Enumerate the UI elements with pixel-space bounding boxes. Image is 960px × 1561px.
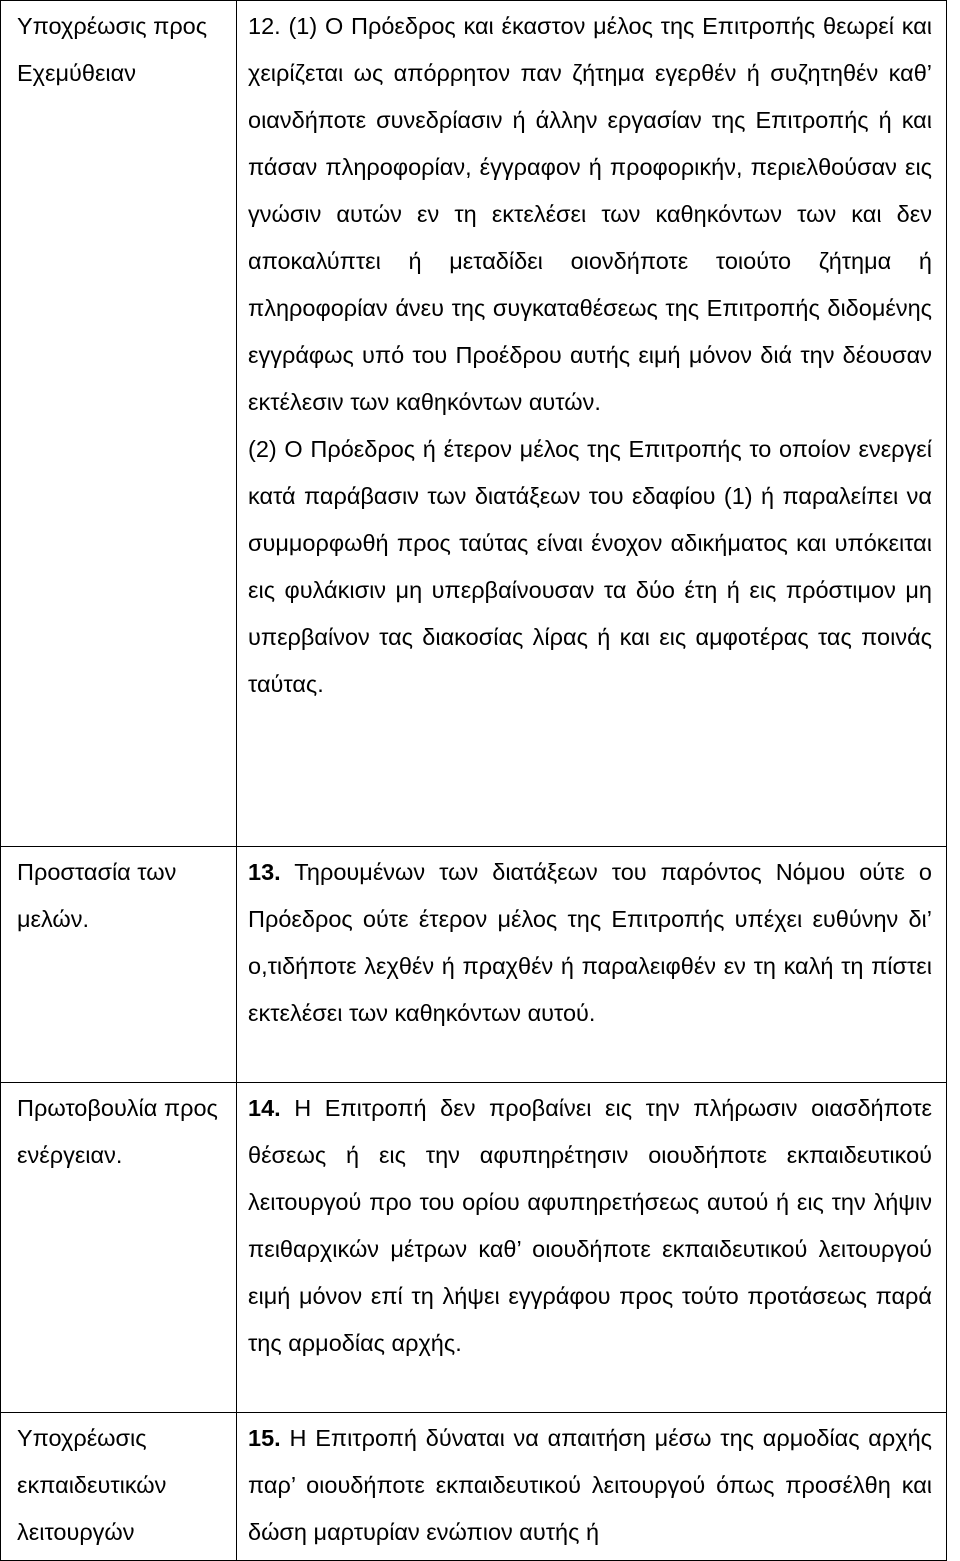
section-number: 13. xyxy=(248,859,281,885)
section-number: 14. xyxy=(248,1095,281,1121)
side-heading-initiative: Πρωτοβουλία προς ενέργειαν. xyxy=(17,1095,218,1168)
table-row xyxy=(1,1,947,847)
paragraph-text: (1) Ο Πρόεδρος και έκαστον μέλος της Επιτροπής θεωρεί και χειρίζεται ως απόρρητον παν ζήτημα εγερθέν ή συζητηθέν καθ’ οιανδήποτε συνεδρίασιν ή άλλην εργασίαν της Επιτροπής ή και πάσαν πληροφορίαν, έγγραφον ή προφορικήν, περιελθούσαν εις γνώσιν αυτών εν τη εκτελέσει των καθηκόντων των και δεν αποκαλύπτει ή μεταδίδει οιονδήποτε τοιούτο ζήτημα ή πληροφορίαν άνευ της συγκαταθέσεως της Επιτροπής διδομένης εγγράφως υπό του Προέδρου αυτής ειμή μόνον διά την δέουσαν εκτέλεσιν των καθηκόντων αυτών. xyxy=(248,13,932,415)
main-cell xyxy=(237,1,947,847)
side-cell xyxy=(1,1413,237,1561)
side-heading-teachers-obligation: Υποχρέωσις εκπαιδευτικών λειτουργών xyxy=(17,1425,167,1545)
side-cell xyxy=(1,1083,237,1413)
main-cell xyxy=(237,1083,947,1413)
paragraph-text: (2) Ο Πρόεδρος ή έτερον μέλος της Επιτροπής το οποίον ενεργεί κατά παράβασιν των διατάξεων του εδαφίου (1) ή παραλείπει να συμμορφωθή προς ταύτας είναι ένοχον αδικήματος και υπόκειται εις φυλάκισιν μη υπερβαίνουσαν τα δύο έτη ή εις πρόστιμον μη υπερβαίνον τας διακοσίας λίρας ή και εις αμφοτέρας τας ποινάς ταύτας. xyxy=(248,436,932,697)
paragraph-text: Η Επιτροπή δεν προβαίνει εις την πλήρωσιν οιασδήποτε θέσεως ή εις την αφυπηρέτησιν οιουδήποτε εκπαιδευτικού λειτουργού προ του ορίου αφυπηρετήσεως αυτού ή εις την λήψιν πειθαρχικών μέτρων καθ’ οιουδήποτε εκπαιδευτικού λειτουργού ειμή μόνον επί τη λήψει εγγράφου προς τούτο προτάσεως παρά της αρμοδίας αρχής. xyxy=(248,1095,932,1356)
paragraph xyxy=(248,1085,932,1367)
section-number: 15. xyxy=(248,1425,281,1451)
main-cell xyxy=(237,1413,947,1561)
side-cell xyxy=(1,1,237,847)
paragraph xyxy=(248,426,932,708)
main-cell xyxy=(237,847,947,1083)
paragraph xyxy=(248,1415,932,1556)
side-heading-member-protection: Προστασία των μελών. xyxy=(17,859,177,932)
side-cell xyxy=(1,847,237,1083)
paragraph xyxy=(248,849,932,1037)
section-number: 12. xyxy=(248,13,281,39)
paragraph xyxy=(248,3,932,426)
table-row xyxy=(1,1083,947,1413)
table-row xyxy=(1,847,947,1083)
side-heading-confidentiality: Υποχρέωσις προς Εχεμύθειαν xyxy=(17,13,208,86)
paragraph-text: Τηρουμένων των διατάξεων του παρόντος Νόμου ούτε ο Πρόεδρος ούτε έτερον μέλος της Επιτροπής υπέχει ευθύνην δι’ ο,τιδήποτε λεχθέν ή πραχθέν ή παραλειφθέν εν τη καλή τη πίστει εκτελέσει των καθηκόντων αυτού. xyxy=(248,859,932,1026)
paragraph-text: Η Επιτροπή δύναται να απαιτήση μέσω της αρμοδίας αρχής παρ’ οιουδήποτε εκπαιδευτικού λειτουργού όπως προσέλθη και δώση μαρτυρίαν ενώπιον αυτής ή xyxy=(248,1425,932,1545)
table-row xyxy=(1,1413,947,1561)
